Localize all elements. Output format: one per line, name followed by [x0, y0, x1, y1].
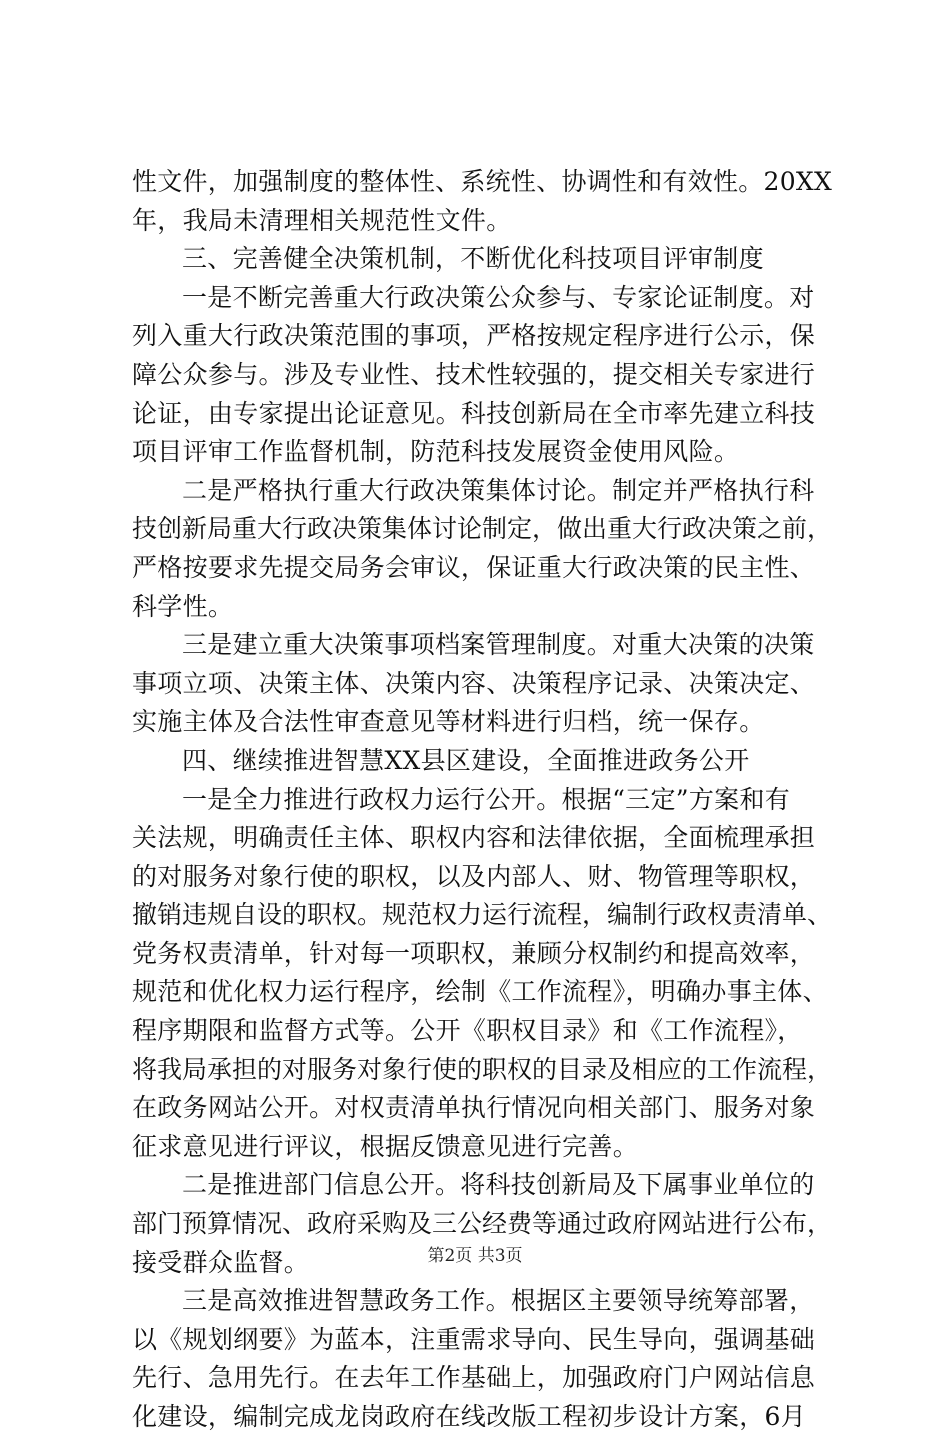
page-number-footer: 第2页 共3页 [427, 1246, 523, 1266]
text-line: 规范和优化权力运行程序，绘制《工作流程》，明确办事主体、 [132, 977, 828, 1007]
text-line: 项目评审工作监督机制，防范科技发展资金使用风险。 [132, 437, 740, 467]
text-line: 关法规，明确责任主体、职权内容和法律依据，全面梳理承担 [132, 823, 816, 853]
text-line: 三是建立重大决策事项档案管理制度。对重大决策的决策 [182, 630, 815, 660]
text-line: 实施主体及合法性审查意见等材料进行归档，统一保存。 [132, 707, 765, 737]
text-line: 三、完善健全决策机制，不断优化科技项目评审制度 [182, 244, 764, 274]
text-line: 一是不断完善重大行政决策公众参与、专家论证制度。对 [182, 282, 815, 312]
text-line: 列入重大行政决策范围的事项，严格按规定程序进行公示，保 [132, 321, 816, 351]
text-line: 年，我局未清理相关规范性文件。 [132, 205, 512, 235]
text-line: 撤销违规自设的职权。规范权力运行流程，编制行政权责清单、 [132, 900, 832, 930]
text-line: 一是全力推进行政权力运行公开。根据“三定”方案和有 [182, 784, 791, 814]
text-line: 化建设，编制完成龙岗政府在线改版工程初步设计方案，6月 [132, 1402, 807, 1431]
text-line: 程序期限和监督方式等。公开《职权目录》和《工作流程》， [132, 1016, 803, 1046]
text-line: 以《规划纲要》为蓝本，注重需求导向、民生导向，强调基础 [132, 1324, 816, 1354]
text-line: 论证，由专家提出论证意见。科技创新局在全市率先建立科技 [132, 398, 816, 428]
text-line: 在政务网站公开。对权责清单执行情况向相关部门、服务对象 [132, 1093, 816, 1123]
text-line: 的对服务对象行使的职权，以及内部人、财、物管理等职权， [132, 861, 816, 891]
text-line: 二是严格执行重大行政决策集体讨论。制定并严格执行科 [182, 475, 815, 505]
text-line: 障公众参与。涉及专业性、技术性较强的，提交相关专家进行 [132, 359, 816, 389]
text-line: 三是高效推进智慧政务工作。根据区主要领导统筹部署， [182, 1286, 815, 1316]
text-line: 四、继续推进智慧XX县区建设，全面推进政务公开 [182, 745, 750, 775]
text-line: 党务权责清单，针对每一项职权，兼顾分权制约和提高效率， [132, 938, 816, 968]
text-line: 部门预算情况、政府采购及三公经费等通过政府网站进行公布， [132, 1209, 832, 1239]
text-line: 征求意见进行评议，根据反馈意见进行完善。 [132, 1131, 639, 1161]
text-line: 将我局承担的对服务对象行使的职权的目录及相应的工作流程， [132, 1054, 832, 1084]
text-line: 二是推进部门信息公开。将科技创新局及下属事业单位的 [182, 1170, 815, 1200]
text-line: 性文件，加强制度的整体性、系统性、协调性和有效性。20XX [132, 167, 832, 196]
text-line: 技创新局重大行政决策集体讨论制定，做出重大行政决策之前， [132, 514, 832, 544]
text-line: 严格按要求先提交局务会审议，保证重大行政决策的民主性、 [132, 552, 816, 582]
text-line: 先行、急用先行。在去年工作基础上，加强政府门户网站信息 [132, 1363, 816, 1393]
text-line: 接受群众监督。 [132, 1247, 310, 1277]
text-line: 事项立项、决策主体、决策内容、决策程序记录、决策决定、 [132, 668, 816, 698]
text-line: 科学性。 [132, 591, 234, 621]
